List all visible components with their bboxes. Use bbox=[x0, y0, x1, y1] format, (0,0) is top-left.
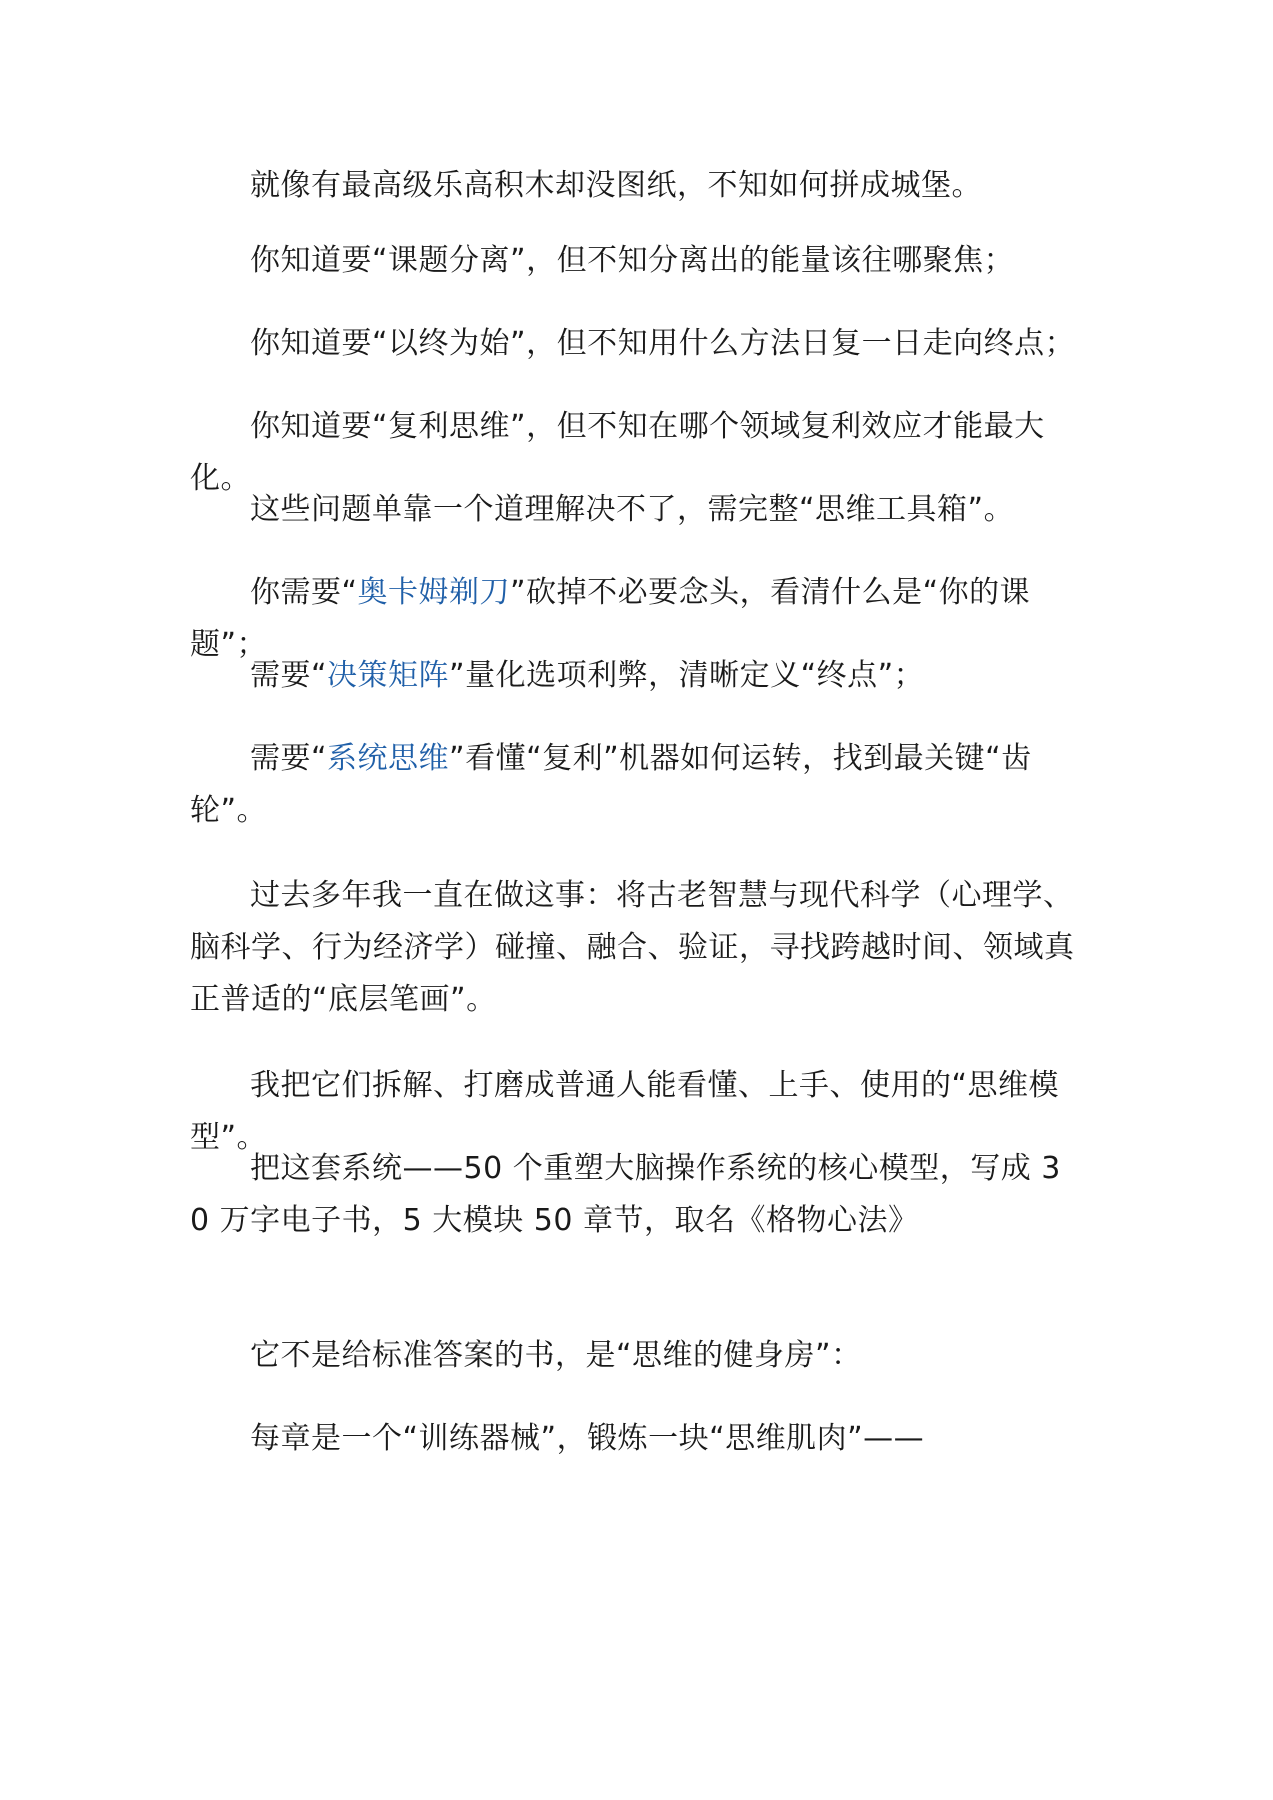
paragraph-text: 需要“ bbox=[250, 741, 328, 776]
paragraph-topic-separation bbox=[190, 235, 1080, 287]
paragraph-thinking-gym bbox=[190, 1330, 1080, 1382]
paragraph-text: 你知道要“复利思维”，但不知在哪个领域复利效应才能最大化。 bbox=[190, 409, 1045, 496]
paragraph-text: ”砍掉不必要念头，看清什么是“你的课题”； bbox=[190, 575, 1031, 662]
paragraph-text: 你需要“ bbox=[250, 575, 358, 610]
decision-matrix-link[interactable]: 决策矩阵 bbox=[327, 658, 450, 693]
paragraph-text: ”看懂“复利”机器如何运转，找到最关键“齿轮”。 bbox=[190, 741, 1032, 828]
paragraph-lego bbox=[190, 160, 1080, 212]
paragraph-text: 你知道要“课题分离”，但不知分离出的能量该往哪聚焦； bbox=[250, 243, 1015, 278]
paragraph-toolbox bbox=[190, 484, 1080, 536]
paragraph-text: 过去多年我一直在做这事：将古老智慧与现代科学（心理学、脑科学、行为经济学）碰撞、融合、验证，寻找跨越时间、领域真正普适的“底层笔画”。 bbox=[190, 878, 1075, 1017]
paragraph-text: 把这套系统——50 个重塑大脑操作系统的核心模型，写成 30 万字电子书，5 大模块 50 章节，取名《格物心法》 bbox=[190, 1151, 1061, 1238]
paragraph-systems-thinking bbox=[190, 733, 1080, 837]
paragraph-text: 每章是一个“训练器械”，锻炼一块“思维肌肉”—— bbox=[250, 1421, 925, 1456]
paragraph-text: ”量化选项利弊，清晰定义“终点”； bbox=[449, 658, 925, 693]
paragraph-training-equipment bbox=[190, 1413, 1080, 1465]
paragraph-text: 就像有最高级乐高积木却没图纸，不知如何拼成城堡。 bbox=[250, 168, 982, 203]
paragraph-past-years bbox=[190, 870, 1080, 1026]
paragraph-text: 需要“ bbox=[250, 658, 328, 693]
paragraph-text: 我把它们拆解、打磨成普通人能看懂、上手、使用的“思维模型”。 bbox=[190, 1068, 1060, 1155]
paragraph-begin-with-end bbox=[190, 318, 1080, 370]
paragraph-text: 它不是给标准答案的书，是“思维的健身房”： bbox=[250, 1338, 862, 1373]
paragraph-book-intro bbox=[190, 1143, 1080, 1247]
paragraph-text: 这些问题单靠一个道理解决不了，需完整“思维工具箱”。 bbox=[250, 492, 1015, 527]
systems-thinking-link[interactable]: 系统思维 bbox=[327, 741, 450, 776]
paragraph-decision-matrix bbox=[190, 650, 1080, 702]
occams-razor-link[interactable]: 奥卡姆剃刀 bbox=[357, 575, 511, 610]
paragraph-text: 你知道要“以终为始”，但不知用什么方法日复一日走向终点； bbox=[250, 326, 1076, 361]
